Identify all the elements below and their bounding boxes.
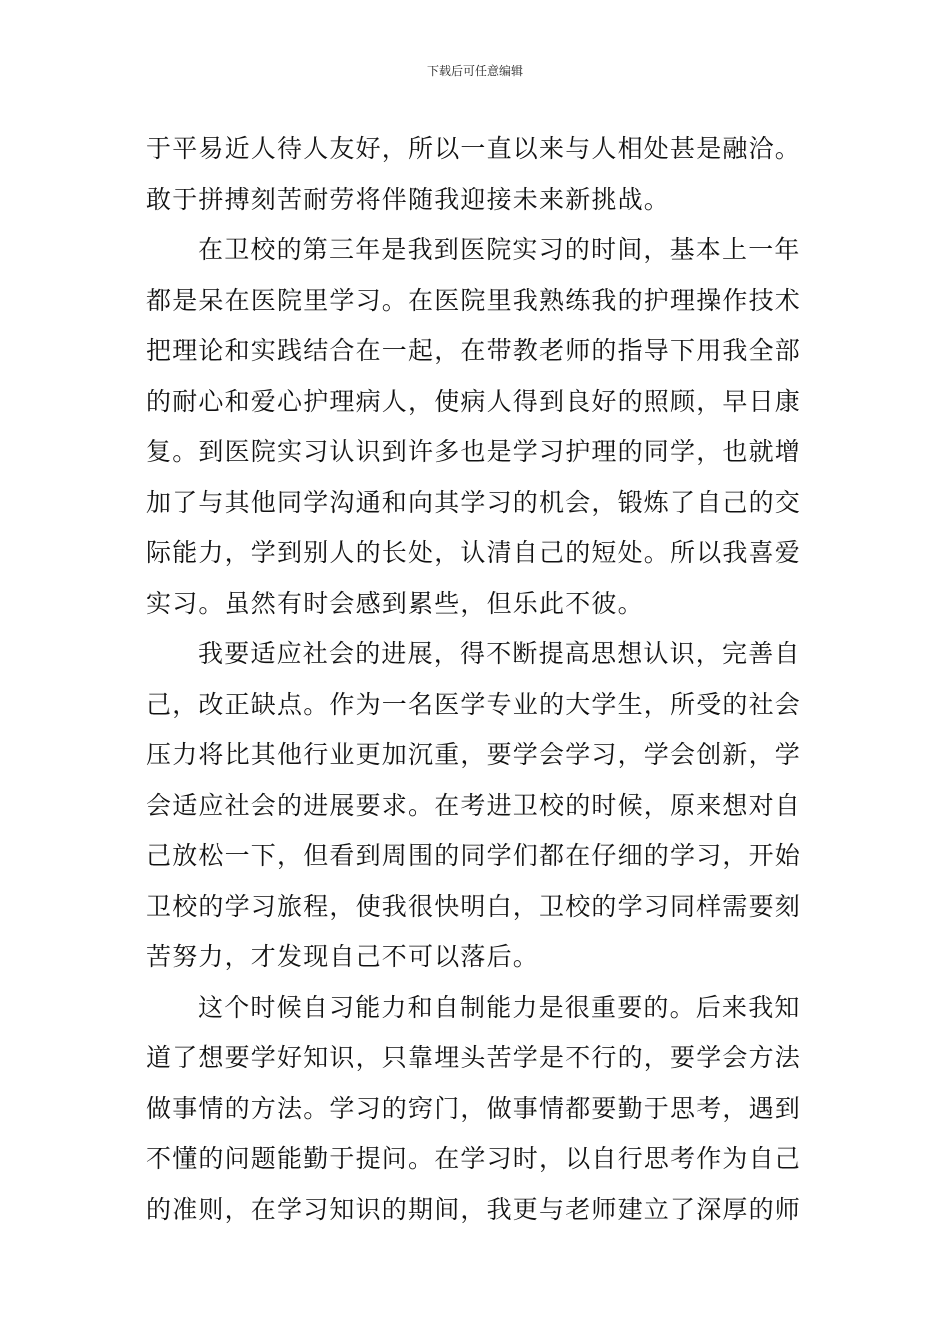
text-line: 做事情的方法。学习的窍门，做事情都要勤于思考，遇到 <box>146 1093 802 1123</box>
page-header: 下载后可任意编辑 <box>426 64 523 78</box>
text-line: 己，改正缺点。作为一名医学专业的大学生，所受的社会 <box>146 689 802 719</box>
text-line: 的准则，在学习知识的期间，我更与老师建立了深厚的师 <box>146 1194 802 1224</box>
text-line: 道了想要学好知识，只靠埋头苦学是不行的，要学会方法 <box>146 1043 802 1072</box>
paragraph-first-line: 在卫校的第三年是我到医院实习的时间，基本上一年 <box>198 235 801 264</box>
text-line: 会适应社会的进展要求。在考进卫校的时候，原来想对自 <box>146 790 802 820</box>
text-line: 都是呆在医院里学习。在医院里我熟练我的护理操作技术 <box>146 285 802 315</box>
text-line: 苦努力，才发现自己不可以落后。 <box>146 942 540 971</box>
text-line: 际能力，学到别人的长处，认清自己的短处。所以我喜爱 <box>146 538 802 567</box>
text-line: 把理论和实践结合在一起，在带教老师的指导下用我全部 <box>146 336 802 365</box>
text-line: 敢于拼搏刻苦耐劳将伴随我迎接未来新挑战。 <box>146 184 671 214</box>
text-line: 卫校的学习旅程，使我很快明白，卫校的学习同样需要刻 <box>146 891 802 921</box>
text-line: 的耐心和爱心护理病人，使病人得到良好的照顾，早日康 <box>146 386 802 416</box>
text-line: 复。到医院实习认识到许多也是学习护理的同学，也就增 <box>146 437 802 466</box>
text-line: 不懂的问题能勤于提问。在学习时，以自行思考作为自己 <box>146 1144 802 1173</box>
text-line: 己放松一下，但看到周围的同学们都在仔细的学习，开始 <box>146 841 802 870</box>
text-line: 于平易近人待人友好，所以一直以来与人相处甚是融洽。 <box>146 134 802 163</box>
text-line: 压力将比其他行业更加沉重，要学会学习，学会创新，学 <box>146 740 802 769</box>
paragraph-first-line: 这个时候自习能力和自制能力是很重要的。后来我知 <box>198 992 801 1022</box>
text-line: 加了与其他同学沟通和向其学习的机会，锻炼了自己的交 <box>146 487 802 517</box>
text-line: 实习。虽然有时会感到累些，但乐此不彼。 <box>146 588 644 618</box>
document-body <box>146 124 810 1235</box>
paragraph-first-line: 我要适应社会的进展，得不断提高思想认识，完善自 <box>198 639 801 668</box>
